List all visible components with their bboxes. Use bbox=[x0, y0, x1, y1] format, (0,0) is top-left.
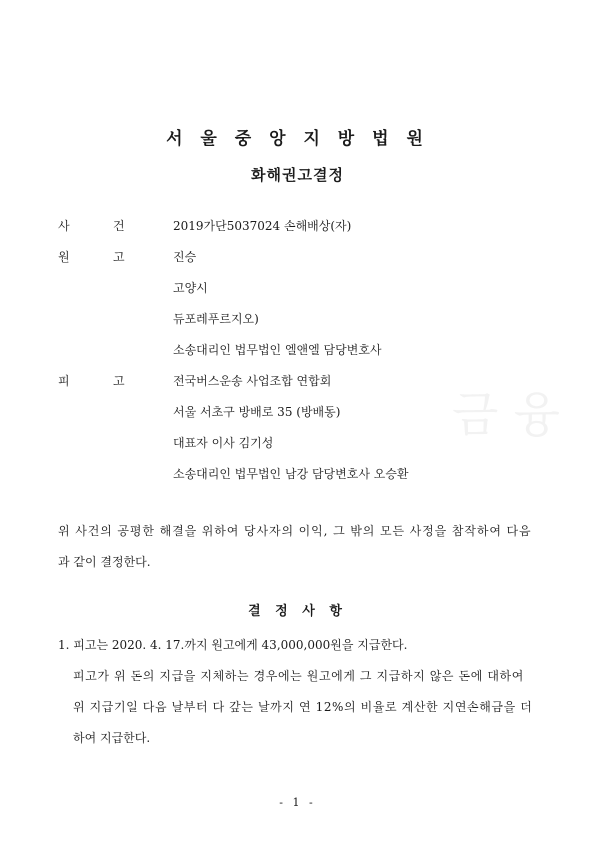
intro-line-1: 위 사건의 공평한 해결을 위하여 당사자의 이익, 그 밖의 모든 사정을 참작하여 다음 bbox=[58, 524, 532, 538]
page-number: - 1 - bbox=[279, 796, 316, 809]
intro-line-2: 과 같이 결정한다. bbox=[58, 555, 151, 569]
watermark-text: 금 융 bbox=[452, 387, 560, 443]
plaintiff-address-detail: 듀포레푸르지오) bbox=[173, 312, 259, 326]
case-label-a: 사 bbox=[58, 219, 70, 233]
document-title: 화해권고결정 bbox=[251, 166, 344, 184]
case-label-b: 건 bbox=[113, 219, 125, 233]
plaintiff-label-b: 고 bbox=[113, 250, 125, 264]
plaintiff-name: 진승 bbox=[173, 250, 197, 264]
defendant-counsel: 소송대리인 법무법인 남강 담당변호사 오승환 bbox=[173, 467, 409, 481]
decision-item-1: 1. 피고는 2020. 4. 17.까지 원고에게 43,000,000원을 지급한다. bbox=[58, 638, 408, 652]
decision-heading: 결 정 사 항 bbox=[248, 604, 347, 619]
plaintiff-counsel: 소송대리인 법무법인 엘앤엘 담당변호사 bbox=[173, 343, 382, 357]
defendant-name: 전국버스운송 사업조합 연합회 bbox=[173, 374, 332, 388]
decision-item-1-line-2: 피고가 위 돈의 지급을 지체하는 경우에는 원고에게 그 지급하지 않은 돈에 대하여 bbox=[73, 669, 524, 683]
court-name: 서 울 중 앙 지 방 법 원 bbox=[166, 129, 429, 149]
defendant-representative: 대표자 이사 김기성 bbox=[173, 436, 274, 450]
plaintiff-address: 고양시 bbox=[173, 281, 208, 295]
plaintiff-label-a: 원 bbox=[58, 250, 70, 264]
decision-item-1-line-4: 하여 지급한다. bbox=[73, 731, 151, 745]
defendant-label-b: 고 bbox=[113, 374, 125, 388]
watermark bbox=[452, 376, 560, 445]
decision-item-1-line-3: 위 지급기일 다음 날부터 다 갚는 날까지 연 12%의 비율로 계산한 지연손해금을 더 bbox=[73, 700, 533, 714]
defendant-address: 서울 서초구 방배로 35 (방배동) bbox=[173, 405, 341, 419]
case-number: 2019가단5037024 손해배상(자) bbox=[173, 219, 352, 233]
defendant-label-a: 피 bbox=[58, 374, 70, 388]
